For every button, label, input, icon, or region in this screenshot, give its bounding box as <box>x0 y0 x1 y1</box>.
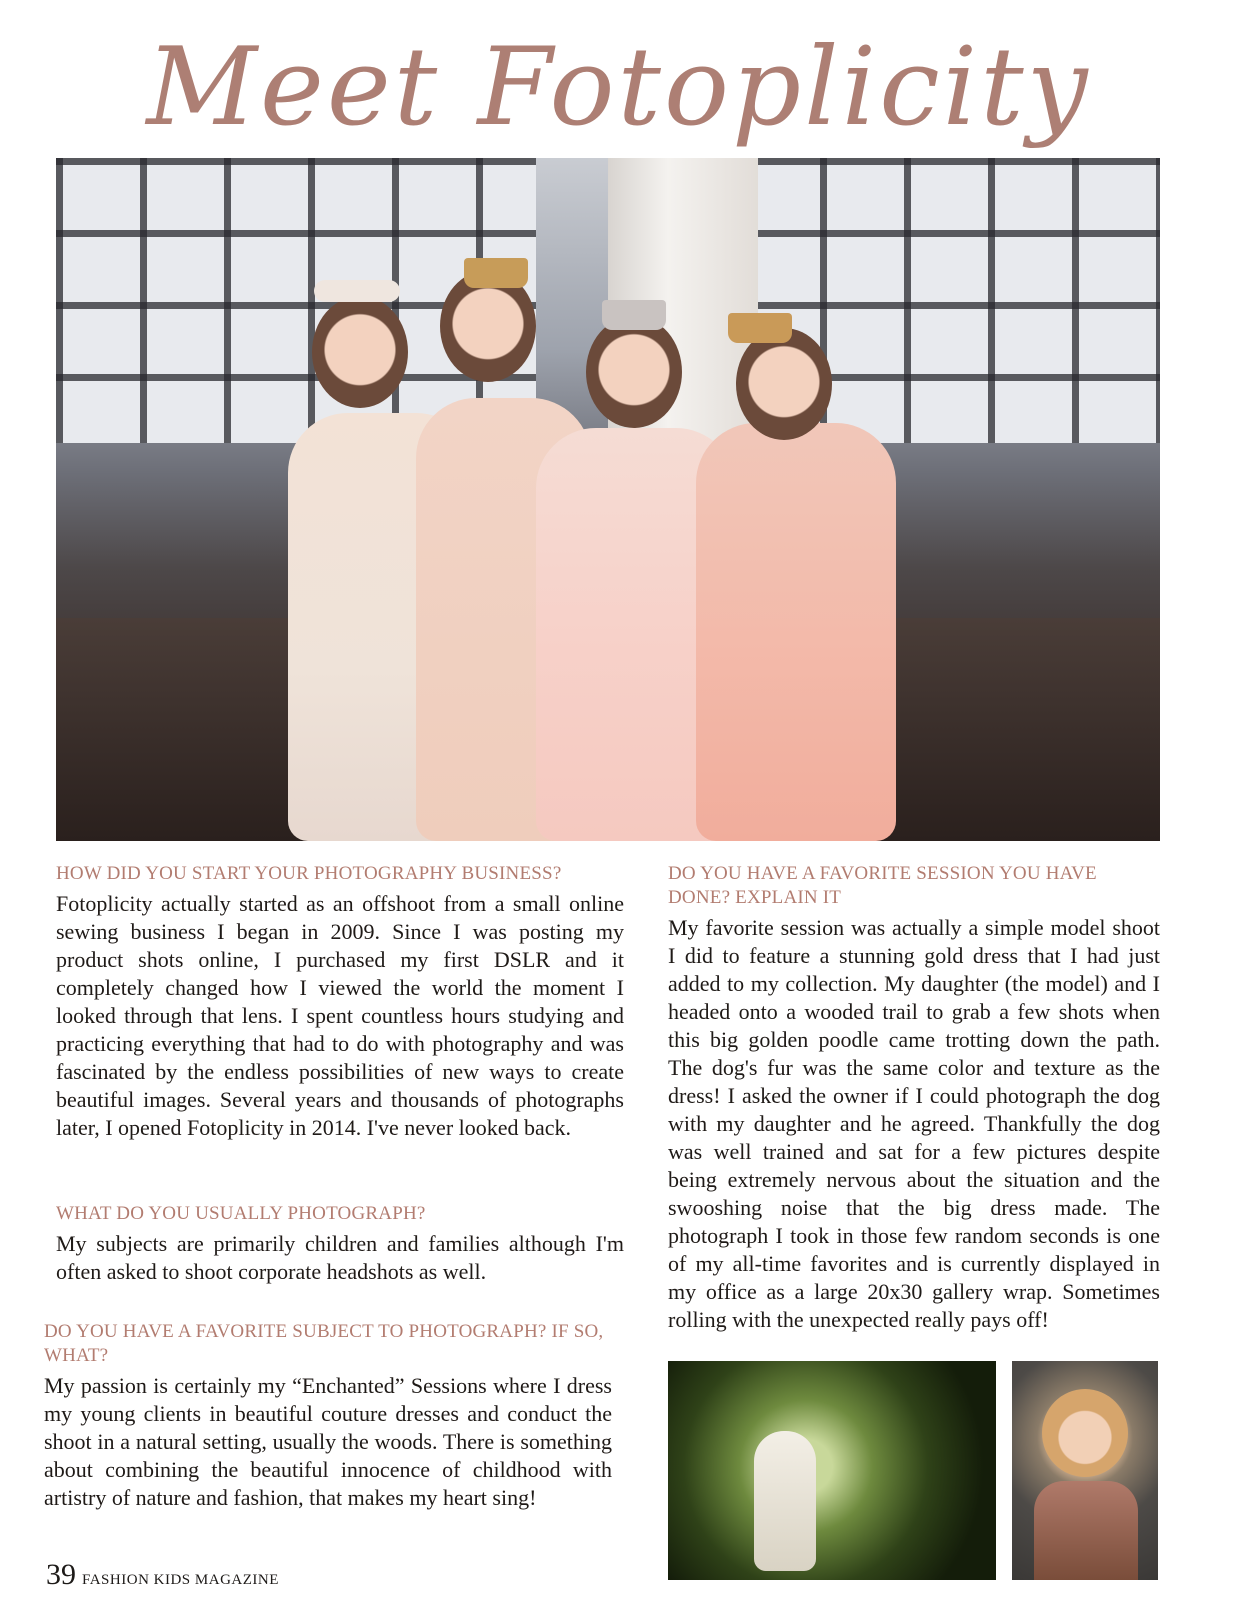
answer-usually: My subjects are primarily children and families although I'm often asked to shoot corporate headshots as well. <box>56 1231 624 1284</box>
section-start <box>56 862 624 1142</box>
answer-favorite-session: My favorite session was actually a simple model shoot I did to feature a stunning gold dress that I had just added to my collection. My daughter (the model) and I headed onto a wooded trail to grab a few shots when this big golden poodle came trotting down the path. The dog's fur was the same color and texture as the dress! I asked the owner if I could photograph the dog with my daughter and he agreed. Thankfully the dog was well trained and sat for a few pictures despite being extremely nervous about the situation and the swooshing noise that the big dress made. The photograph I took in those few random seconds is one of my all-time favorites and is currently displayed in my office as a large 20x30 gallery wrap. Sometimes rolling with the unexpected really pays off! <box>668 915 1160 1332</box>
girl-1-head <box>312 296 408 408</box>
answer-start: Fotoplicity actually started as an offshoot from a small online sewing business I began in 2009. Since I was posting my product shots online, I purchased my first DSLR and it completely changed how I viewed the world the moment I looked through that lens. I spent countless hours studying and practicing everything that had to do with photography and was fascinated by the endless possibilities of new ways to create beautiful images. Several years and thousands of photographs later, I opened Fotoplicity in 2014. I've never looked back. <box>56 891 624 1140</box>
section-usually <box>56 1202 624 1286</box>
silver-crown-icon <box>602 300 666 330</box>
girl-in-white-dress <box>754 1431 816 1571</box>
question-usually: WHAT DO YOU USUALLY PHOTOGRAPH? <box>56 1203 426 1224</box>
woods-photo <box>668 1361 996 1580</box>
section-favorite-subject <box>44 1320 612 1512</box>
magazine-name: FASHION KIDS MAGAZINE <box>82 1572 279 1588</box>
page-number: 39 <box>46 1558 76 1591</box>
flower-crown <box>314 280 400 302</box>
question-start: HOW DID YOU START YOUR PHOTOGRAPHY BUSINESS? <box>56 863 562 884</box>
gold-crown-icon <box>728 313 792 343</box>
answer-favorite-subject: My passion is certainly my “Enchanted” Sessions where I dress my young clients in beautiful couture dresses and conduct the shoot in a natural setting, usually the woods. There is something about combining the beautiful innocence of childhood with artistry of nature and fashion, that makes my heart sing! <box>44 1373 612 1510</box>
portrait-photo <box>1012 1361 1158 1580</box>
section-favorite-session <box>668 862 1160 1334</box>
question-favorite-subject: DO YOU HAVE A FAVORITE SUBJECT TO PHOTOGRAPH? IF SO, WHAT? <box>44 1321 604 1366</box>
girl-4-dress <box>696 423 896 841</box>
girl-4-head <box>736 328 832 440</box>
gold-crown-icon <box>464 258 528 288</box>
curly-hair-girl <box>1042 1389 1128 1477</box>
hero-photo <box>56 158 1160 841</box>
teddy-bear <box>1034 1481 1138 1580</box>
question-favorite-session: DO YOU HAVE A FAVORITE SESSION YOU HAVE DONE? EXPLAIN IT <box>668 863 1097 908</box>
girl-3-head <box>586 316 682 428</box>
page-footer <box>46 1558 279 1592</box>
page-title: Meet Fotoplicity <box>146 25 1091 150</box>
